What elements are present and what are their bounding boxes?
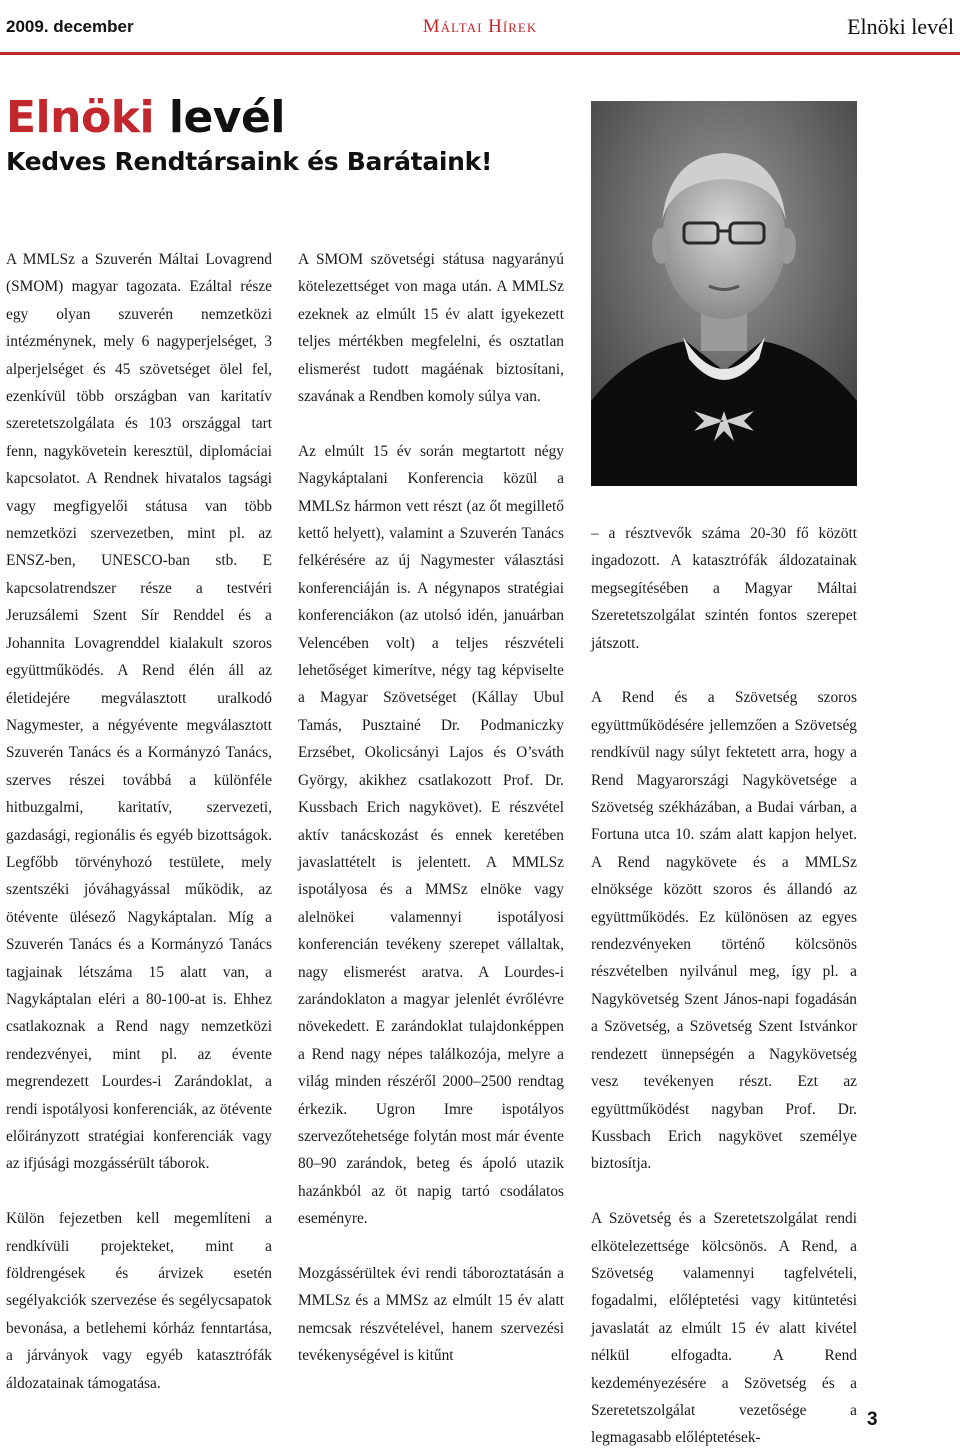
paragraph: A Szövetség és a Szeretetszolgálat rendi elkötelezettsége kölcsönös. A Rend, a Szövetség valamennyi tagfelvételi, fogadalmi, előléptetési vagy kitüntetési javaslatát az elmúlt 15 év alatt kivétel nélkül elfogadta. A Rend kezdeményezésére a Szövetség és a Szeretetszolgálat vezetősége a legmagasabb előléptetések- xyxy=(591,1210,857,1447)
paragraph: Külön fejezetben kell megemlíteni a rendkívüli projekteket, mint a földrengések és árvizek esetén segélyakciók szervezése és segélycsapatok bevonása, a betlehemi kórház fenntartása, a járványok vagy egyéb katasztrófák áldozatainak támogatása. xyxy=(6,1210,272,1392)
page-number: 3 xyxy=(867,1409,878,1430)
paragraph: Mozgássérültek évi rendi táboroztatásán a MMLSz és a MMSz az elmúlt 15 év alatt nemcsak részvételével, hanem szervezési tevékenységével is kitűnt xyxy=(298,1265,564,1365)
portrait-photo xyxy=(591,101,857,486)
portrait-illustration xyxy=(591,101,857,486)
page-subtitle: Kedves Rendtársaink és Barátaink! xyxy=(6,147,493,176)
title-part-black: levél xyxy=(168,92,285,143)
paragraph: A Rend és a Szövetség szoros együttműködésére jellemzően a Szövetség rendkívül nagy súlyt fektetett arra, hogy a Rend Magyarországi Nagykövetsége a Szövetség székházában, a Budai várban, a Fortuna utca 10. szám alatt kapjon helyet. A Rend nagykövete és a MMLSz elnöksége között szoros és állandó az együttműködés. Ez különösen az egyes rendezvényeken történő kölcsönös részvételben nyilvánul meg, így pl. a Nagykövetség Szent János-napi fogadásán a Szövetség, a Szövetség Szent Istvánkor rendezett ünnepségén a Nagykövetség vesz tevékenyen részt. Ezt az együttműködést nagyban Prof. Dr. Kussbach Erich nagykövet személye biztosítja. xyxy=(591,689,857,1173)
header-rule xyxy=(0,52,960,55)
section-name: Elnöki levél xyxy=(847,14,954,39)
article-column-2 xyxy=(298,246,564,1370)
page-header xyxy=(0,0,960,55)
article-column-1 xyxy=(6,246,272,1397)
title-part-red: Elnöki xyxy=(6,92,155,143)
article-column-3 xyxy=(591,520,857,1452)
page-title xyxy=(6,92,285,144)
paragraph: A SMOM szövetségi státusa nagyarányú kötelezettséget von maga után. A MMLSz ezeknek az elmúlt 15 év alatt igyekezett teljes mértékben megfelelni, és osztatlan elismerést tudott magáénak biztosítani, szavának a Rendben komoly súlya van. xyxy=(298,251,564,406)
publication-name: Máltai Hírek xyxy=(422,16,538,37)
paragraph: A MMLSz a Szuverén Máltai Lovagrend (SMOM) magyar tagozata. Ezáltal része egy olyan szuverén nemzetközi intézménynek, mely 6 nagyperjelséget, 3 alperjelséget és 45 szövetséget ölel fel, ezenkívül több országban van karitatív szeretetszolgálata és 103 országgal tart fenn, nagykövetein keresztül, diplomáciai kapcsolatot. A Rendnek hivatalos tagsági vagy megfigyelői státusa van több nemzetközi szervezetben, mint pl. az ENSZ-ben, UNESCO-ban stb. E kapcsolatrendszer része a testvéri Jeruzsálemi Szent Sír Renddel és a Johannita Lovagrenddel kialakult szoros együttműködés. A Rend élén áll az életidejére megválasztott uralkodó Nagymester, a négyévente megválasztott Szuverén Tanács és a Kormányzó Tanács, szerves részei továbbá a különféle hitbuzgalmi, karitatív, szervezeti, gazdasági, regionális és egyéb bizottságok. Legfőbb törvényhozó testülete, mely szentszéki jóváhagyással működik, az ötévente ülésező Nagykáptalan. Míg a Szuverén Tanács és a Kormányzó Tanács tagjainak létszáma 15 alatt van, a Nagykáptalan eléri a 80-100-at is. Ehhez csatlakoznak a Rend nagy nemzetközi rendezvényei, mint pl. az évente megrendezett Lourdes-i Zarándoklat, a rendi ispotályosi konferenciák, az ötévente előirányzott stratégiai konferenciák vagy az ifjúsági mozgássérült táborok. xyxy=(6,251,272,1173)
paragraph: Az elmúlt 15 év során megtartott négy Nagykáptalani Konferencia közül a MMLSz hármon vett részt (az őt megillető kettő helyett), valamint a Szuverén Tanács felkérésére az új Nagymester választási konferenciáján is. A négynapos stratégiai konferenciákon (az utolsó idén, januárban Velencében volt) a teljes részvételi lehetőséget kimerítve, négy tag képviselte a Magyar Szövetséget (Kállay Ubul Tamás, Pusztainé Dr. Podmaniczky Erzsébet, Okolicsányi Lajos és O’sváth György, akikhez csatlakozott Prof. Dr. Kussbach Erich nagykövet). E részvétel aktív tanácskozást és ennek keretében javaslattételt is jelentett. A MMLSz ispotályosa és a MMSz elnöke vagy alelnökei valamennyi ispotályosi konferencián tevékeny szerepet vállaltak, nagy elismerést aratva. A Lourdes-i zarándoklaton a magyar jelenlét évrőlévre növekedett. E zarándoklat tulajdonképpen a Rend nagy népes találkozója, melyre a világ minden részéről 2000–2500 rendtag érkezik. Ugron Imre ispotályos szervezőtehetsége folytán most már évente 80–90 zarándok, beteg és ápoló utazik hazánkból az öt napig tartó csodálatos eseményre. xyxy=(298,442,564,1228)
issue-date: 2009. december xyxy=(6,17,134,36)
paragraph: – a résztvevők száma 20-30 fő között ingadozott. A katasztrófák áldozatainak megsegítésében a Magyar Máltai Szeretetszolgálat szintén fontos szerepet játszott. xyxy=(591,525,857,652)
